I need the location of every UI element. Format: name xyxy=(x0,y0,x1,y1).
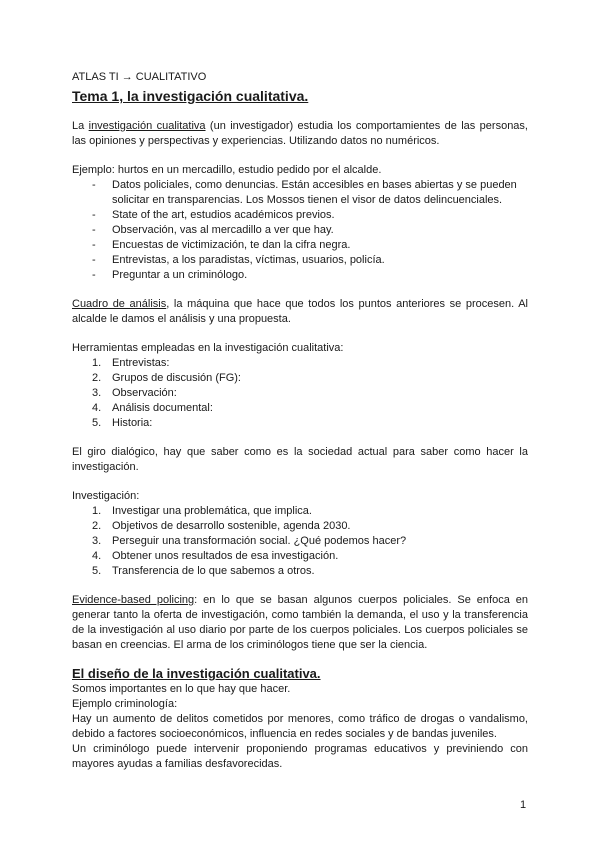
document-label: ATLAS TI → CUALITATIVO xyxy=(72,71,207,83)
list-item: - Encuestas de victimización, te dan la cifra negra. xyxy=(92,238,528,253)
list-item: 1. Investigar una problemática, que implica. xyxy=(92,505,312,517)
document-page xyxy=(72,70,528,772)
design-paragraph-1: Hay un aumento de delitos cometidos por menores, como tráfico de drogas o vandalismo, debido a factores socioeconómicos, influencia en redes sociales y de bandas juveniles. xyxy=(72,713,528,740)
analysis-paragraph: Cuadro de análisis, la máquina que hace que todos los puntos anteriores se procesen. Al alcalde le damos el análisis y una propuesta. xyxy=(72,298,528,325)
research-list xyxy=(72,504,528,579)
list-item: 5. Transferencia de lo que sabemos a otros. xyxy=(92,565,315,577)
list-item: 2. Grupos de discusión (FG): xyxy=(92,372,241,384)
design-paragraph-2: Un criminólogo puede intervenir proponiendo programas educativos y previniendo con mayores ayudas a familias desfavorecidas. xyxy=(72,743,528,770)
list-item: - State of the art, estudios académicos previos. xyxy=(92,208,528,223)
design-heading: El diseño de la investigación cualitativa. xyxy=(72,666,321,681)
design-line-1: Somos importantes en lo que hay que hacer. xyxy=(72,683,291,695)
list-item: - Preguntar a un criminólogo. xyxy=(92,268,528,283)
example-list xyxy=(72,178,528,283)
tools-list xyxy=(72,356,528,431)
list-item: 4. Obtener unos resultados de esa investigación. xyxy=(92,550,339,562)
intro-paragraph: La investigación cualitativa (un investigador) estudia los comportamientes de las personas, las opiniones y perspectivas y experiencias. Utilizando datos no numéricos. xyxy=(72,120,528,147)
example-heading: Ejemplo: hurtos en un mercadillo, estudio pedido por el alcalde. xyxy=(72,164,382,176)
list-item: - Observación, vas al mercadillo a ver que hay. xyxy=(92,223,528,238)
list-item: 5. Historia: xyxy=(92,417,153,429)
analysis-term: Cuadro de análisis xyxy=(72,298,167,310)
list-item: - Entrevistas, a los paradistas, víctimas, usuarios, policía. xyxy=(92,253,528,268)
page-number: 1 xyxy=(520,799,527,811)
list-item: 1. Entrevistas: xyxy=(92,357,170,369)
list-item: 4. Análisis documental: xyxy=(92,402,213,414)
intro-term: investigación cualitativa xyxy=(88,120,206,132)
page-title: Tema 1, la investigación cualitativa. xyxy=(72,88,309,104)
dialogic-paragraph: El giro dialógico, hay que saber como es la sociedad actual para saber como hacer la investigación. xyxy=(72,446,528,473)
list-item: - Datos policiales, como denuncias. Están accesibles en bases abiertas y se pueden solicitar en transparencias. Los Mossos tienen el visor de datos delincuenciales. xyxy=(92,178,528,208)
evidence-paragraph: Evidence-based policing: en lo que se basan algunos cuerpos policiales. Se enfoca en generar tanto la oferta de investigación, como también la demanda, el uso y la transferencia de la investigación al uso diario por parte de los cuerpos policiales. Los cuerpos policiales se basan en creencias. El arma de los criminólogos tiene que ser la ciencia. xyxy=(72,594,528,651)
design-line-2: Ejemplo criminología: xyxy=(72,698,178,710)
tools-heading: Herramientas empleadas en la investigación cualitativa: xyxy=(72,342,344,354)
list-item: 3. Perseguir una transformación social. ¿Qué podemos hacer? xyxy=(92,535,407,547)
evidence-term: Evidence-based policing xyxy=(72,594,195,606)
research-heading: Investigación: xyxy=(72,490,140,502)
list-item: 3. Observación: xyxy=(92,387,177,399)
list-item: 2. Objetivos de desarrollo sostenible, agenda 2030. xyxy=(92,520,351,532)
